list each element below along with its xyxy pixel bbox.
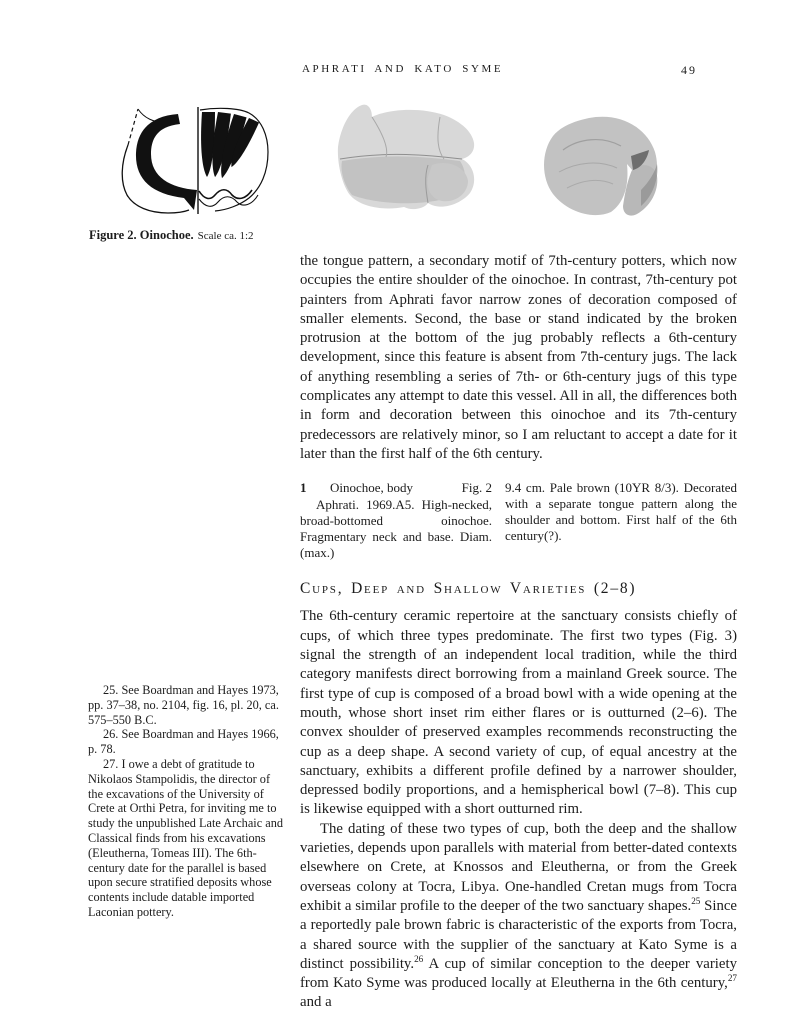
figure2-caption-scale: Scale ca. 1:2 [197, 230, 254, 242]
catalog-number: 1 [300, 480, 307, 496]
figure2-caption-title: Figure 2. Oinochoe. [89, 228, 194, 242]
photo-oinochoe-side-view [328, 99, 478, 215]
catalog-entry-1 [300, 480, 737, 560]
main-text-column [300, 252, 737, 1013]
pottery-fragment-photo-left [328, 99, 478, 215]
catalog-description-left: Aphrati. 1969.A5. High-necked, broad-bottomed oinochoe. Fragmentary neck and base. Diam. (max.) [300, 497, 492, 560]
paragraph-oinochoe-dating: the tongue pattern, a secondary motif of 7th-century potters, which now occupies the entire shoulder of the oinochoe. In contrast, 7th-century pot painters from Aphrati favor narrow zones of decoration composed of smaller elements. Second, the base or stand indicated by the broken protrusion at the bottom of the jug probably reflects a 6th-century development, since this feature is absent from 7th-century jugs. The lack of anything resembling a series of 7th- or 6th-century jugs of this type complicates any attempt to date this vessel. All in all, the differences both in form and decoration between this oinochoe and its 7th-century predecessors are relatively minor, so I am reluctant to accept a date for it later than the first half of the 6th century. [300, 253, 737, 462]
footnote-25: 25. See Boardman and Hayes 1973, pp. 37–38, no. 2104, fig. 16, pl. 20, ca. 575–550 B.C. [88, 683, 279, 727]
catalog-description-right: 9.4 cm. Pale brown (10YR 8/3). Decorated with a separate tongue pattern along the shoulder and bottom. First half of the 6th century(?). [505, 480, 737, 543]
footnote-26: 26. See Boardman and Hayes 1966, p. 78. [88, 727, 279, 757]
footnote-27: 27. I owe a debt of gratitude to Nikolaos Stampolidis, the director of the excavations of the University of Crete at Orthi Petra, for inviting me to study the unpublished Late Archaic and Classical finds from his excavations (Eleutherna, Tomeas III). The 6th-century date for the parallel is based upon secure stratified deposits whose contents include datable imported Laconian pottery. [88, 756, 283, 919]
running-head-title: APHRATI AND KATO SYME [302, 63, 504, 75]
running-head [0, 63, 792, 79]
catalog-figure-ref: Fig. 2 [461, 480, 492, 496]
photo-oinochoe-shoulder-view [533, 110, 678, 227]
margin-notes [88, 683, 285, 920]
oinochoe-profile-drawing [98, 103, 270, 221]
section-heading-cups: Cups, Deep and Shallow Varieties (2–8) [300, 580, 637, 598]
paragraph-cup-types: The 6th-century ceramic repertoire at the sanctuary consists chiefly of cups, of which three types predominate. The first two types (Fig. 3) signal the strength of an independent local tradition, while the third category manifests direct borrowing from a mainland Greek source. The first type of cup is composed of a broad bowl with a wide opening at the mouth, whose short inset rim either flares or is outturned (2–6). The convex shoulder of preserved examples recommends reconstructing the cup as a deep shape. A second variety of cup, of equal ancestry at the sanctuary, exhibits a different profile defined by a narrower shoulder, depressed bodily proportions, and a hemispherical bowl (7–8). This cup is likewise equipped with a short outturned rim. [300, 608, 737, 818]
figure2-oinochoe-drawing [98, 103, 270, 221]
pottery-fragment-photo-right [533, 110, 678, 227]
catalog-entry-heading [300, 480, 492, 496]
figure2-caption [89, 226, 254, 244]
catalog-title: Oinochoe, body [330, 480, 414, 496]
paragraph-cup-dating: The dating of these two types of cup, both the deep and the shallow varieties, depends upon parallels with material from better-dated contexts elsewhere on Crete, at Knossos and Eleutherna, or from the Greek overseas colony at Tocra, Libya. One-handled Cretan mugs from Tocra exhibit a similar profile to the deeper of the two sanctuary shapes.$^{25}$ Since a reportedly pale brown fabric is characteristic of the exports from Tocra, a shared source with the supplier of the sanctuary at Kato Syme is a distinct possibility.$^{26}$ A cup of similar conception to the deeper variety from Kato Syme was produced locally at Eleutherna in the 6th century,$^{27}$ and a [300, 820, 737, 1011]
page-number: 49 [681, 63, 697, 77]
catalog-entry-right-column [505, 480, 737, 560]
catalog-entry-left-column [300, 480, 492, 560]
